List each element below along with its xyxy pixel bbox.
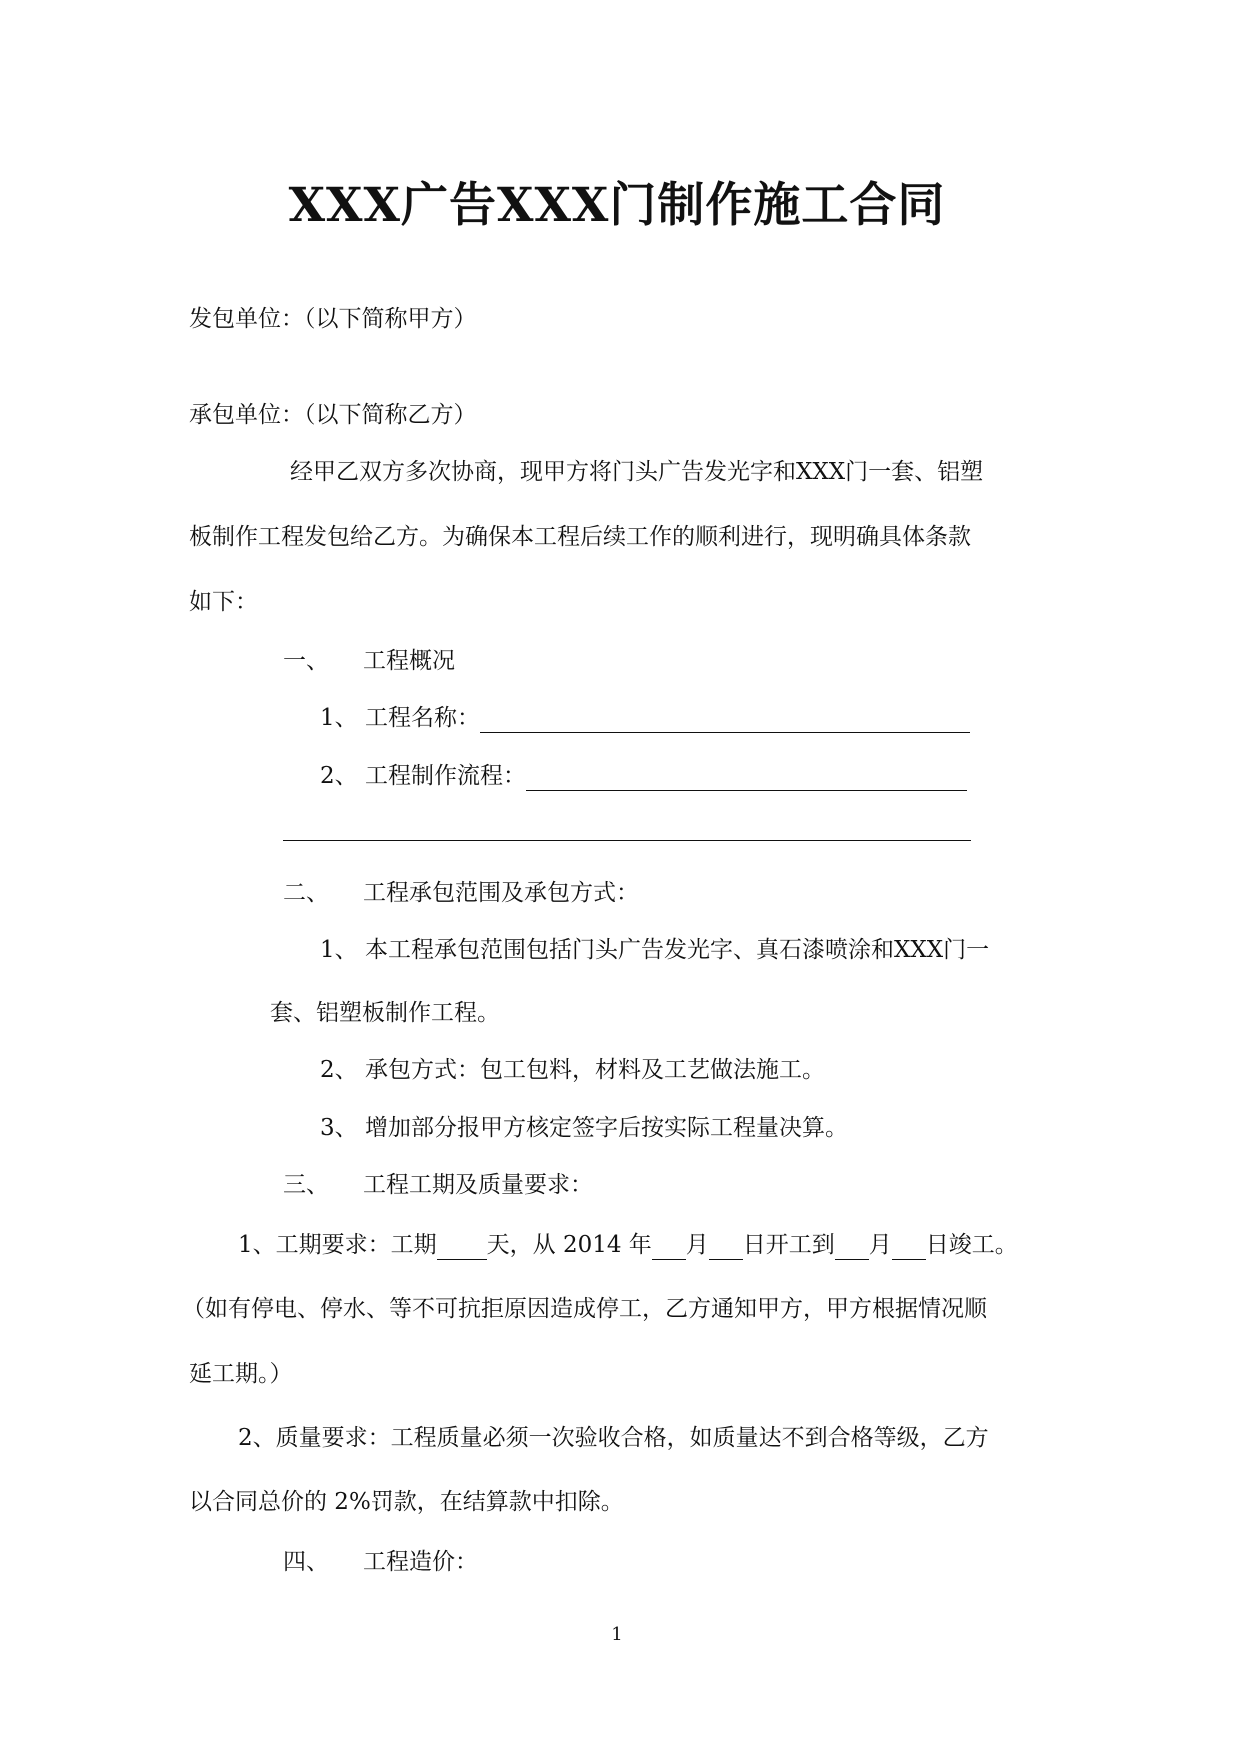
- period-text: 月: [868, 1232, 892, 1258]
- period-note-line-1: （如有停电、停水、等不可抗拒原因造成停工，乙方通知甲方，甲方根据情况顺: [182, 1296, 987, 1322]
- section-4-number: 四、: [283, 1549, 329, 1575]
- section-2-item-2: 2、 承包方式：包工包料，材料及工艺做法施工。: [320, 1057, 825, 1083]
- document-title: XXX广告XXX门制作施工合同: [288, 178, 946, 233]
- quality-line-1: 2、质量要求：工程质量必须一次验收合格，如质量达不到合格等级，乙方: [238, 1425, 989, 1451]
- intro-line-2: 板制作工程发包给乙方。为确保本工程后续工作的顺利进行，现明确具体条款: [189, 524, 971, 550]
- section-1-item-1: [320, 703, 970, 733]
- party-b-line: 承包单位：（以下简称乙方）: [189, 402, 477, 428]
- quality-line-2: 以合同总价的 2%罚款，在结算款中扣除。: [189, 1489, 624, 1515]
- process-blank-continuation: [283, 840, 971, 841]
- intro-line-1: 经甲乙双方多次协商，现甲方将门头广告发光字和XXX门一套、铝塑: [290, 459, 984, 485]
- end-day-blank: [892, 1235, 926, 1260]
- section-1-item-2: [320, 761, 967, 791]
- page-number: 1: [611, 1624, 623, 1645]
- period-text: 日竣工。: [925, 1232, 1018, 1258]
- item-label: 1、 工程名称：: [320, 705, 480, 731]
- section-2-item-1-line-1: 1、 本工程承包范围包括门头广告发光字、真石漆喷涂和XXX门一: [320, 937, 990, 963]
- section-2-item-1-line-2: 套、铝塑板制作工程。: [270, 1000, 500, 1026]
- period-requirement-line: [238, 1230, 1018, 1260]
- start-month-blank: [652, 1235, 686, 1260]
- section-2-number: 二、: [283, 880, 329, 906]
- period-text: 天，从 2014 年: [486, 1232, 652, 1258]
- project-name-blank: [480, 708, 970, 733]
- start-day-blank: [709, 1235, 743, 1260]
- days-blank: [437, 1235, 487, 1260]
- item-label: 2、 工程制作流程：: [320, 763, 526, 789]
- section-1-number: 一、: [283, 648, 329, 674]
- section-4-heading: 工程造价：: [363, 1549, 478, 1575]
- period-text: 1、工期要求：工期: [238, 1232, 437, 1258]
- period-note-line-2: 延工期。）: [189, 1361, 293, 1387]
- process-blank: [526, 766, 967, 791]
- period-text: 月: [685, 1232, 709, 1258]
- section-1-heading: 工程概况: [363, 648, 455, 674]
- period-text: 日开工到: [742, 1232, 835, 1258]
- section-3-number: 三、: [283, 1172, 329, 1198]
- intro-line-3: 如下：: [189, 589, 258, 615]
- party-a-line: 发包单位：（以下简称甲方）: [189, 306, 477, 332]
- section-2-item-3: 3、 增加部分报甲方核定签字后按实际工程量决算。: [320, 1115, 848, 1141]
- section-2-heading: 工程承包范围及承包方式：: [363, 880, 639, 906]
- section-3-heading: 工程工期及质量要求：: [363, 1172, 593, 1198]
- end-month-blank: [835, 1235, 869, 1260]
